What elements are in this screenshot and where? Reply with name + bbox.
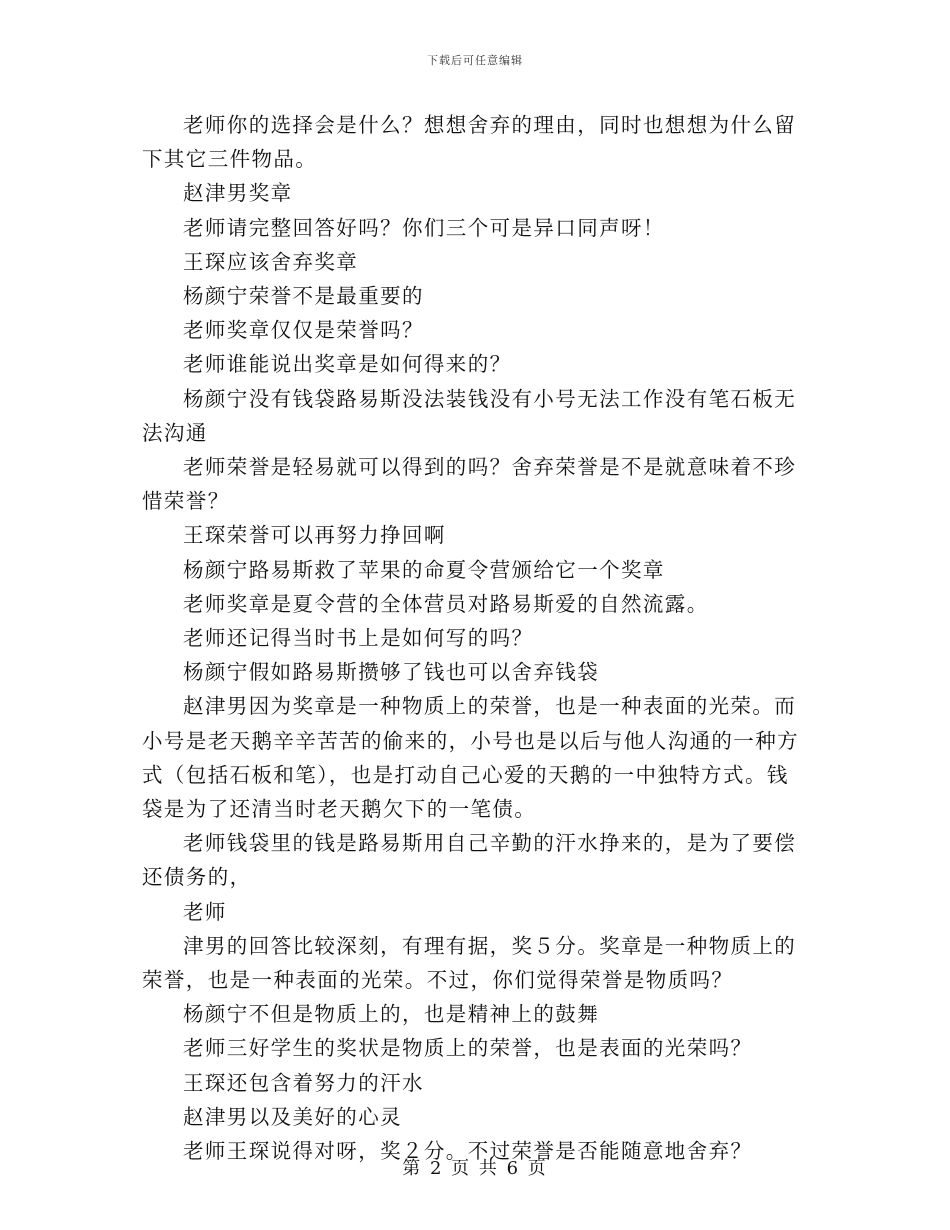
paragraph: 老师请完整回答好吗？你们三个可是异口同声呀！ xyxy=(183,215,665,240)
paragraph: 老师谁能说出奖章是如何得来的？ xyxy=(183,352,512,377)
paragraph: 杨颜宁没有钱袋路易斯没法装钱没有小号无法工作没有笔石板无法沟通 xyxy=(142,386,797,445)
paragraph: 老师王琛说得对呀，奖２分。不过荣誉是否能随意地舍弃？ xyxy=(183,1139,753,1164)
paragraph: 王琛还包含着努力的汗水 xyxy=(183,1070,424,1095)
paragraph: 杨颜宁荣誉不是最重要的 xyxy=(183,284,424,309)
paragraph: 津男的回答比较深刻，有理有据，奖５分。奖章是一种物质上的荣誉，也是一种表面的光荣。不过，你们觉得荣誉是物质吗？ xyxy=(142,933,797,993)
paragraph: 老师荣誉是轻易就可以得到的吗？舍弃荣誉是不是就意味着不珍惜荣誉？ xyxy=(142,455,797,514)
paragraph: 杨颜宁假如路易斯攒够了钱也可以舍弃钱袋 xyxy=(183,660,600,685)
paragraph: 杨颜宁路易斯救了苹果的命夏令营颁给它一个奖章 xyxy=(183,557,665,582)
paragraph: 老师你的选择会是什么？想想舍弃的理由，同时也想想为什么留下其它三件物品。 xyxy=(142,113,797,172)
paragraph: 老师奖章仅仅是荣誉吗？ xyxy=(183,318,424,343)
paragraph: 赵津男以及美好的心灵 xyxy=(183,1104,402,1129)
paragraph: 老师 xyxy=(183,899,227,924)
paragraph: 杨颜宁不但是物质上的，也是精神上的鼓舞 xyxy=(183,1002,600,1027)
paragraph: 王琛应该舍弃奖章 xyxy=(183,249,359,274)
paragraph: 老师奖章是夏令营的全体营员对路易斯爱的自然流露。 xyxy=(183,591,709,616)
paragraph: 王琛荣誉可以再努力挣回啊 xyxy=(183,523,446,548)
paragraph: 老师三好学生的奖状是物质上的荣誉，也是表面的光荣吗？ xyxy=(183,1036,753,1061)
document-body xyxy=(142,108,802,1168)
page-number-footer: 第 2 页 共 6 页 xyxy=(402,1158,548,1179)
paragraph: 赵津男因为奖章是一种物质上的荣誉，也是一种表面的光荣。而小号是老天鹅辛辛苦苦的偷来的，小号也是以后与他人沟通的一种方式（包括石板和笔），也是打动自己心爱的天鹅的一中独特方式。钱袋是为了还清当时老天鹅欠下的一笔债。 xyxy=(142,694,799,822)
paragraph: 赵津男奖章 xyxy=(183,181,293,206)
paragraph: 老师钱袋里的钱是路易斯用自己辛勤的汗水挣来的，是为了要偿还债务的， xyxy=(142,831,797,890)
page-header-note: 下载后可任意编辑 xyxy=(427,54,523,67)
paragraph: 老师还记得当时书上是如何写的吗？ xyxy=(183,626,534,651)
